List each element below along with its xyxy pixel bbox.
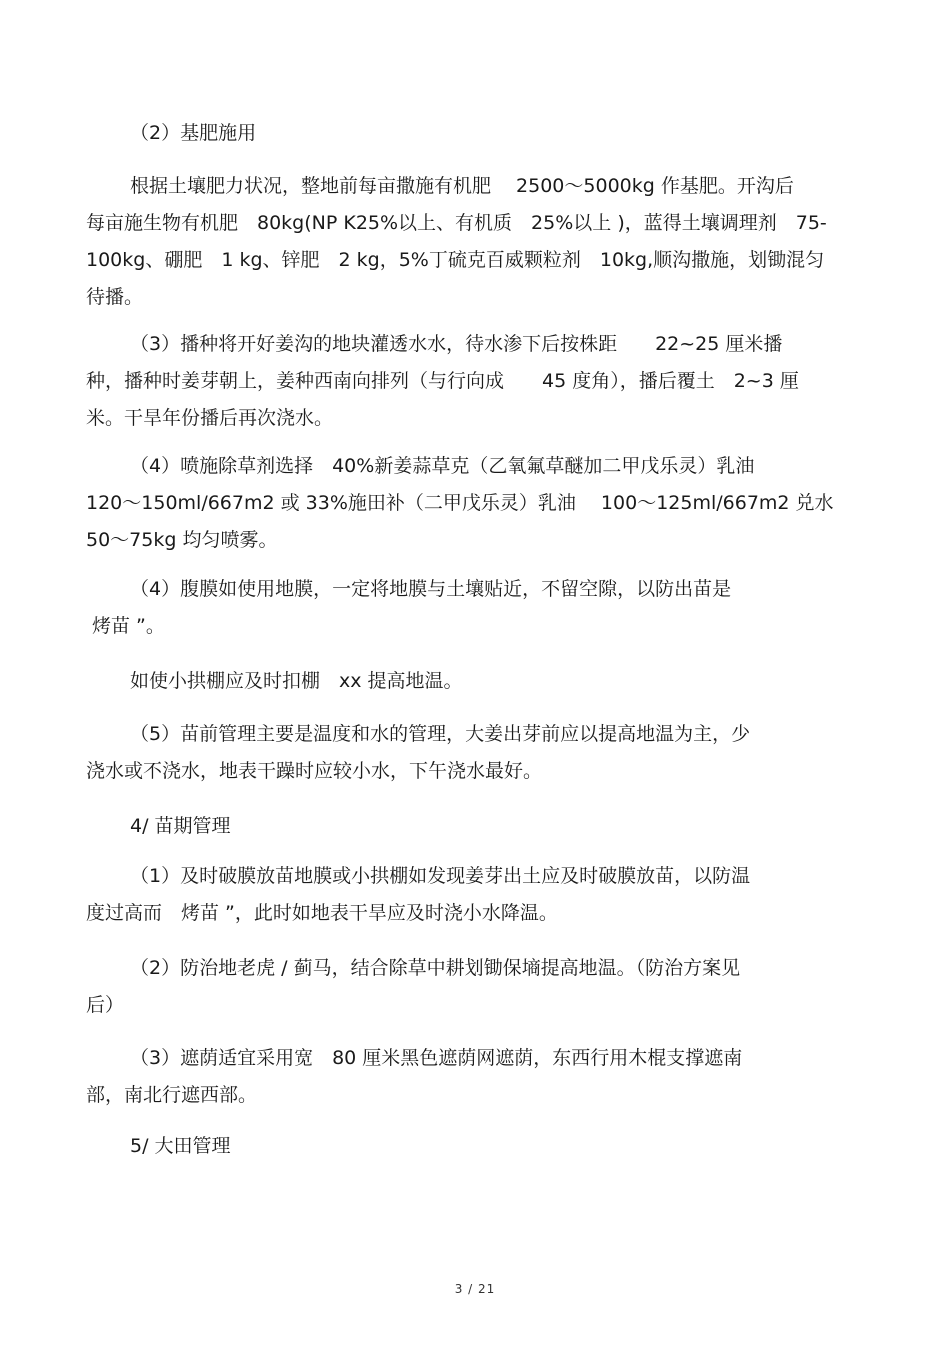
paragraph-herbicide (86, 448, 864, 559)
text-line: 烤苗 ”。 (92, 615, 165, 637)
text-line: 100kg、硼肥 1 kg、锌肥 2 kg，5%丁硫克百威颗粒剂 10kg,顺沟撒施，划锄混匀 (86, 249, 825, 271)
text-line: 待播。 (86, 286, 144, 308)
text-line: （1）及时破膜放苗地膜或小拱棚如发现姜芽出土应及时破膜放苗，以防温 (130, 865, 751, 887)
text-line: 如使小拱棚应及时扣棚 xx 提高地温。 (130, 670, 463, 692)
paragraph-release-seedlings (86, 858, 864, 932)
paragraph-sowing (86, 326, 864, 437)
paragraph-mulch-film (86, 571, 864, 645)
text-line: （2）防治地老虎 / 蓟马，结合除草中耕划锄保墒提高地温。（防治方案见 (130, 957, 741, 979)
paragraph-shading (86, 1040, 864, 1114)
text-line: （4）腹膜如使用地膜，一定将地膜与土壤贴近，不留空隙，以防出苗是 (130, 578, 732, 600)
text-line: 5/ 大田管理 (130, 1135, 231, 1157)
text-line: （4）喷施除草剂选择 40%新姜蒜草克（乙氧氟草醚加二甲戊乐灵）乳油 (130, 455, 755, 477)
section-heading-field-management (86, 1128, 864, 1165)
paragraph-small-arch-shed (86, 663, 864, 700)
section-heading-seedling-management (86, 808, 864, 845)
text-line: 根据土壤肥力状况，整地前每亩撒施有机肥 2500～5000kg 作基肥。开沟后 (130, 175, 794, 197)
paragraph-basal-fertilizer-heading (86, 115, 864, 152)
page-number: 3 / 21 (454, 1282, 496, 1296)
paragraph-pest-control (86, 950, 864, 1024)
text-line: （5）苗前管理主要是温度和水的管理，大姜出芽前应以提高地温为主，少 (130, 723, 751, 745)
text-line: 120～150ml/667m2 或 33%施田补（二甲戊乐灵）乳油 100～125ml/667m2 兑水 (86, 492, 834, 514)
text-line: 4/ 苗期管理 (130, 815, 231, 837)
text-line: （3）播种将开好姜沟的地块灌透水水，待水渗下后按株距 22~25 厘米播 (130, 333, 783, 355)
text-line: 浇水或不浇水，地表干躁时应较小水，下午浇水最好。 (86, 760, 543, 782)
text-line: 米。干旱年份播后再次浇水。 (86, 407, 334, 429)
text-line: （3）遮荫适宜采用宽 80 厘米黑色遮荫网遮荫，东西行用木棍支撑遮南 (130, 1047, 743, 1069)
text-line: 种，播种时姜芽朝上，姜种西南向排列（与行向成 45 度角），播后覆土 2~3 厘 (86, 370, 799, 392)
text-line: 50～75kg 均匀喷雾。 (86, 529, 278, 551)
text-line: （2）基肥施用 (130, 122, 257, 144)
paragraph-basal-fertilizer (86, 168, 864, 316)
text-line: 后） (86, 994, 125, 1016)
text-line: 每亩施生物有机肥 80kg(NP K25%以上、有机质 25%以上 )，蓝得土壤调理剂 75- (86, 212, 827, 234)
paragraph-pre-emergence (86, 716, 864, 790)
text-line: 度过高而 烤苗 ”，此时如地表干旱应及时浇小水降温。 (86, 902, 558, 924)
text-line: 部，南北行遮西部。 (86, 1084, 258, 1106)
